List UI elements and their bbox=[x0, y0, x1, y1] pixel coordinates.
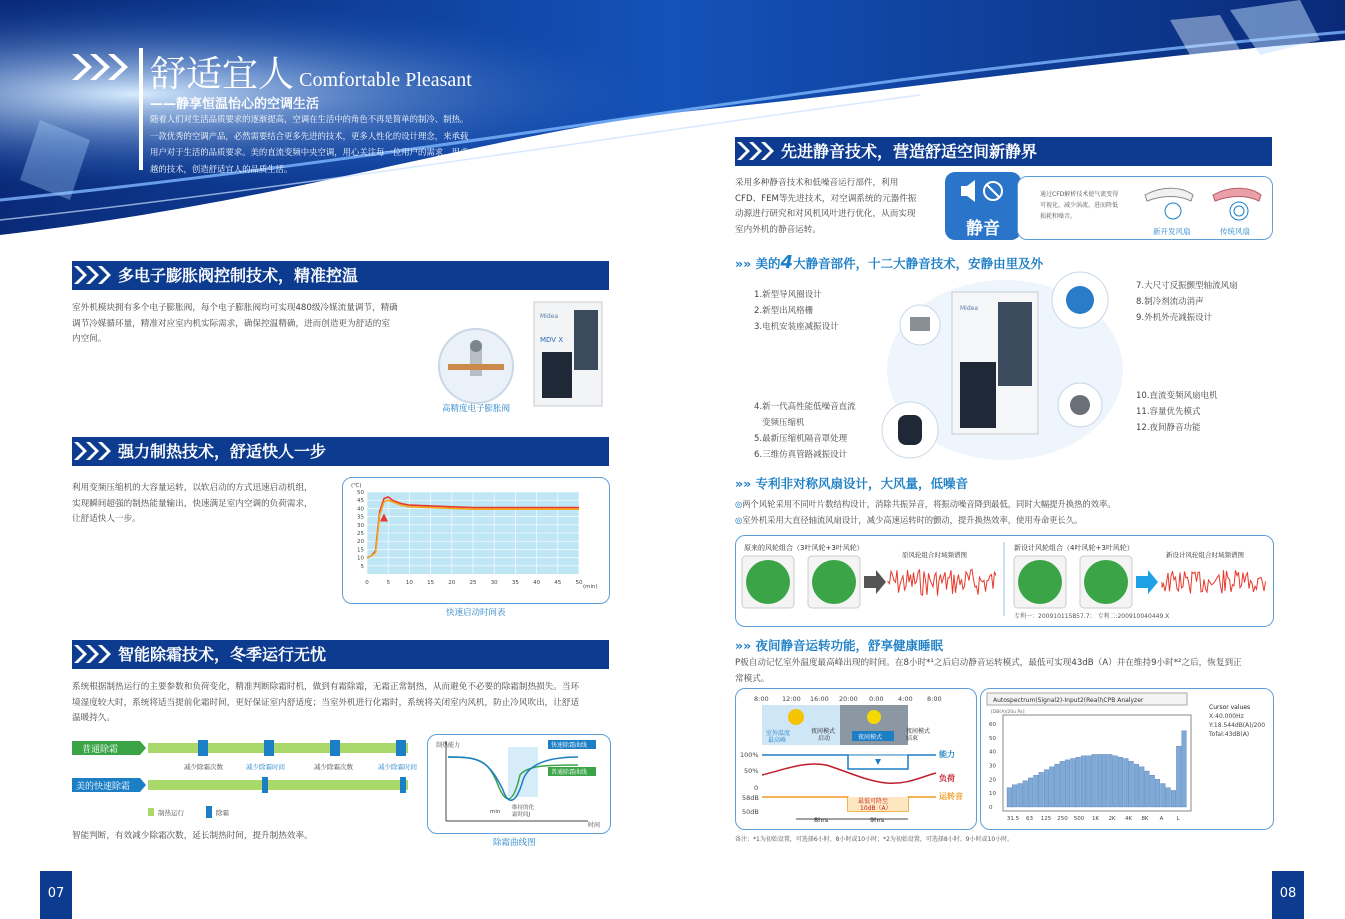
x-tick-label: 45 bbox=[554, 580, 562, 586]
spectrum-bar bbox=[1071, 759, 1076, 808]
subhead-pre: 美的 bbox=[755, 256, 781, 271]
x-tick-label: 250 bbox=[1057, 816, 1068, 822]
heating-body-line: 让舒适快人一步。 bbox=[72, 514, 141, 524]
subhead-arrows-icon: »» bbox=[735, 476, 756, 491]
old-spectrum-label: 原风轮组合时域频谱图 bbox=[902, 551, 967, 559]
outdoor-unit-image bbox=[528, 300, 608, 410]
fan-3-blade-icon bbox=[1084, 560, 1128, 604]
parts-list-d bbox=[1136, 388, 1218, 436]
fan-new-label: 新开发风扇 bbox=[1153, 227, 1191, 236]
fan-3-blade-icon bbox=[746, 560, 790, 604]
spectrum-bar bbox=[1155, 779, 1160, 807]
old-combo-label: 原来的风轮组合（3叶风轮+3叶风轮） bbox=[744, 544, 864, 552]
defrost-body-line: 境湿度较大时，系统将适当提前化霜时间，更好保证室内舒适度；当室外机进行化霜时，系统将关闭室内风机，防止冷风吹出，让舒适 bbox=[72, 697, 580, 708]
y-tick-label: 50 bbox=[357, 490, 364, 496]
hero-title bbox=[150, 46, 472, 97]
y-label: 50dB bbox=[742, 808, 759, 816]
y-tick-label: 25 bbox=[357, 531, 364, 537]
x-tick-label: 63 bbox=[1026, 816, 1033, 822]
arrow-right-icon bbox=[864, 570, 886, 594]
asym-bullets bbox=[735, 497, 1116, 528]
motor-mount-icon bbox=[910, 317, 930, 331]
x-tick-label: 1K bbox=[1091, 816, 1100, 822]
x-tick-label: 15 bbox=[427, 580, 435, 586]
noise-spectrum-chart bbox=[981, 689, 1273, 829]
defrost-curve-box bbox=[427, 734, 611, 834]
hero-title-en: Comfortable Pleasant bbox=[299, 69, 472, 91]
night-footnote: 备注：*1为初始设置，可选择6小时、8小时或10小时；*2为初始设置，可选择8小时、9小时或10小时。 bbox=[735, 836, 1014, 843]
x-tick-label: 5 bbox=[386, 580, 390, 586]
hrs8-label: 8hrs bbox=[814, 816, 829, 824]
y-tick-label: 15 bbox=[357, 547, 364, 554]
y-tick-label: 20 bbox=[989, 777, 996, 784]
subhead-arrows-icon: »» bbox=[735, 638, 756, 653]
time-label: 8:00 bbox=[927, 695, 942, 703]
y-label: 50% bbox=[744, 767, 759, 775]
fan-comparison-box bbox=[735, 535, 1274, 627]
spectrum-bar bbox=[1044, 770, 1049, 807]
noise-spectrum-box bbox=[980, 688, 1274, 830]
parts-item: 9.外机外壳减振设计 bbox=[1136, 313, 1213, 323]
silent-components-illustration bbox=[880, 270, 1130, 465]
night-start: 启动 bbox=[818, 735, 831, 742]
spectrum-bar bbox=[1028, 778, 1033, 807]
y-tick-label: 45 bbox=[357, 498, 364, 505]
reduce-label: 最低可降至 bbox=[858, 798, 889, 805]
exv-valve-image bbox=[438, 328, 514, 404]
x-tick-label: 8K bbox=[1141, 816, 1149, 822]
cursor-line: Tofal:43dB(A) bbox=[1209, 731, 1250, 738]
cursor-line: Y:18.544dB(A)/200 bbox=[1209, 722, 1266, 729]
spectrum-bar bbox=[1102, 754, 1107, 807]
row1-label: 普通除霜 bbox=[82, 745, 119, 755]
curve-note: 维持的化 bbox=[512, 805, 535, 811]
spectrum-bar bbox=[1049, 767, 1054, 807]
heating-startup-chart bbox=[343, 478, 609, 603]
defrost-body-line: 系统根据制热运行的主要参数和负荷变化，精准判断除霜时机，做到有霜除霜，无霜正常制热，从而避免不必要的除霜制热损失。当环 bbox=[72, 682, 580, 692]
exv-body-line: 室外机模块拥有多个电子膨胀阀，每个电子膨胀阀均可实现480级冷媒流量调节，精确 bbox=[72, 303, 398, 313]
hero-intro-line: 越的技术，创造舒适宜人的品质生活。 bbox=[150, 163, 293, 174]
silence-badge bbox=[945, 172, 1021, 240]
cfd-line: 可视化，减少涡流，进而降低 bbox=[1040, 202, 1119, 209]
silence-body-line: 动源进行研究和对风机风叶进行优化，从而实现 bbox=[735, 209, 916, 219]
capacity-label: 能力 bbox=[939, 750, 955, 759]
parts-item: 11.容量优先模式 bbox=[1136, 407, 1201, 417]
moon-icon bbox=[867, 710, 881, 724]
spectrum-bar bbox=[1060, 761, 1065, 807]
hrs9-label: 9hrs bbox=[870, 816, 885, 824]
spectrum-bar bbox=[1166, 788, 1171, 807]
y-tick-label: 50 bbox=[989, 735, 996, 742]
subhead-title: 夜间静音运转功能，舒享健康睡眠 bbox=[755, 638, 944, 653]
noise-label: 运转音 bbox=[939, 792, 963, 801]
cfd-line: 通过CFD解析技术使气流变得 bbox=[1040, 191, 1119, 198]
exv-caption: 高精度电子膨胀阀 bbox=[442, 404, 511, 414]
hero-intro bbox=[150, 111, 468, 177]
silence-body bbox=[735, 176, 935, 238]
defrost-body bbox=[72, 680, 612, 727]
spectrum-bar bbox=[1092, 754, 1097, 807]
y-label: 0 bbox=[754, 784, 759, 792]
y-tick-label: 40 bbox=[357, 506, 364, 513]
curve-x-label: 时间 bbox=[588, 822, 601, 829]
y-tick-label: 30 bbox=[989, 763, 996, 770]
parts-item: 10.直流变频风扇电机 bbox=[1136, 391, 1218, 401]
old-spectrum bbox=[888, 569, 996, 595]
section-header-heating bbox=[72, 437, 609, 466]
cfd-box bbox=[1017, 176, 1273, 240]
x-tick-label: 2K bbox=[1108, 816, 1116, 822]
heating-body bbox=[72, 481, 342, 528]
asym-bullet-text: 室外机采用大直径轴流风扇设计，减少高速运转时的颤动，提升换热效率，使用寿命更长久。 bbox=[742, 514, 1083, 525]
section-title: 多电子膨胀阀控制技术，精准控温 bbox=[118, 266, 359, 285]
curve-min: min bbox=[490, 809, 501, 815]
asym-bullet: ◎两个风轮采用不同叶片数结构设计，消除共振异音，将振动噪音降到最低，同时大幅提升换热的效率。 bbox=[735, 499, 1116, 509]
row1-note: 减少除霜时间 bbox=[246, 763, 285, 771]
fan-blade-icon bbox=[1066, 286, 1094, 314]
asym-bullet: ◎室外机采用大直径轴流风扇设计，减少高速运转时的颤动，提升换热效率，使用寿命更长久。 bbox=[735, 514, 1083, 525]
exv-body bbox=[72, 301, 422, 348]
silence-body-line: 采用多种静音技术和低噪音运行部件，利用 bbox=[735, 178, 899, 188]
cursor-line: X:40.000Hz bbox=[1209, 713, 1244, 720]
night-body-line: P板自动记忆室外温度最高峰出现的时间。在8小时*¹之后启动静音运转模式，最低可实现43dB（A）并在维持9小时*²之后，恢复到正 bbox=[735, 658, 1242, 668]
fan-3-blade-icon bbox=[812, 560, 856, 604]
hero-intro-line: 用户对于生活的品质要求。美的直流变频中央空调，用心关注每一位用户的需求，用卓 bbox=[150, 147, 469, 157]
y-tick-label: 35 bbox=[357, 514, 364, 521]
peak-label: 室外温度 bbox=[766, 730, 791, 737]
analyzer-unit: [DB(A)/20u Pa] bbox=[991, 710, 1025, 715]
hero-intro-line: 一款优秀的空调产品，必然需要结合更多先进的技术，更多人性化的设计理念，来承载 bbox=[150, 130, 469, 141]
spectrum-bar bbox=[1055, 764, 1060, 807]
cursor-title: Cursor values bbox=[1209, 704, 1251, 711]
night-body bbox=[735, 656, 1242, 687]
y-tick-label: 40 bbox=[989, 749, 996, 756]
spectrum-bar bbox=[1012, 785, 1017, 807]
subhead-asym-fan bbox=[735, 474, 968, 492]
section-arrows-icon bbox=[74, 643, 114, 665]
section-arrows-icon bbox=[74, 264, 114, 286]
x-tick-label: 31.5 bbox=[1006, 816, 1020, 822]
arrow-right-icon bbox=[1136, 570, 1158, 594]
time-label: 4:00 bbox=[898, 695, 913, 703]
cfd-text bbox=[1040, 189, 1118, 222]
defrost-curve-caption: 除霜曲线图 bbox=[493, 838, 536, 848]
section-title: 强力制热技术，舒适快人一步 bbox=[118, 442, 327, 461]
section-header-exv bbox=[72, 261, 609, 290]
y-label: 58dB bbox=[742, 794, 759, 802]
subhead-num: 4 bbox=[780, 252, 794, 273]
subhead-night-mode bbox=[735, 636, 943, 654]
parts-item: 6.三维仿真管路减振设计 bbox=[754, 450, 848, 460]
parts-item: 5.最新压缩机隔音罩处理 bbox=[754, 434, 848, 444]
patent-text: 专利一：200910115857.7； 专利二:200910040449.X bbox=[1014, 613, 1170, 620]
legend-heat: 制热运行 bbox=[158, 809, 184, 817]
y-tick-label: 60 bbox=[989, 721, 996, 728]
night-body-line: 常模式。 bbox=[735, 673, 770, 684]
spectrum-bar bbox=[1023, 781, 1028, 807]
hero-title-cn: 舒适宜人 bbox=[150, 54, 295, 95]
cfd-line: 损耗和噪音。 bbox=[1040, 213, 1077, 220]
y-tick-label: 5 bbox=[360, 563, 364, 570]
x-tick-label: 35 bbox=[511, 580, 519, 586]
y-unit: (℃) bbox=[351, 483, 362, 489]
spectrum-bar bbox=[1171, 790, 1176, 807]
spectrum-bar bbox=[1097, 754, 1102, 807]
spectrum-bar bbox=[1076, 757, 1081, 807]
x-tick-label: 4K bbox=[1124, 816, 1133, 822]
fan-4-blade-icon bbox=[1018, 560, 1062, 604]
analyzer-title: Autospectrum(Signal2)-Input2(Real)\CPB Analyzer bbox=[993, 697, 1144, 704]
section-title: 先进静音技术，营造舒适空间新静界 bbox=[781, 142, 1038, 161]
curve-normal: 普通除霜曲线 bbox=[551, 769, 588, 776]
subhead-title: 专利非对称风扇设计，大风量，低噪音 bbox=[755, 476, 969, 491]
y-tick-label: 30 bbox=[357, 522, 364, 529]
exv-body-line: 调节冷媒循环量，精准对应室内机实际需求，确保控温精确，进而创造更为舒适的室 bbox=[72, 318, 390, 329]
y-tick-label: 10 bbox=[357, 555, 364, 562]
asym-bullet-text: 两个风轮采用不同叶片数结构设计，消除共振异音，将振动噪音降到最低，同时大幅提升换热的效率。 bbox=[742, 499, 1116, 509]
defrost-footer: 智能判断，有效减少除霜次数，延长制热时间，提升制热效率。 bbox=[72, 831, 313, 841]
x-tick-label: 50 bbox=[575, 580, 583, 586]
y-tick-label: 20 bbox=[357, 539, 364, 546]
new-spectrum-label: 新设计风轮组合时域频谱图 bbox=[1166, 551, 1244, 559]
time-label: 12:00 bbox=[782, 695, 801, 703]
y-tick-label: 0 bbox=[989, 805, 993, 811]
time-label: 20:00 bbox=[839, 695, 858, 703]
spectrum-bar bbox=[1034, 775, 1039, 807]
parts-item: 8.制冷剂流动消声 bbox=[1136, 297, 1204, 307]
peak-label: 最高峰 bbox=[768, 737, 787, 744]
spectrum-bar bbox=[1182, 731, 1187, 807]
parts-list-c bbox=[1136, 278, 1238, 326]
page-number-left: 07 bbox=[40, 871, 72, 919]
hero-intro-line: 随着人们对生活品质要求的逐渐提高，空调在生活中的角色不再是简单的制冷、制热。 bbox=[150, 114, 469, 124]
parts-item: 2.新型出风格栅 bbox=[754, 306, 814, 316]
spectrum-bar bbox=[1145, 771, 1150, 807]
subhead-arrows-icon: »» bbox=[735, 256, 756, 271]
spectrum-bar bbox=[1176, 746, 1181, 807]
y-label: 100% bbox=[740, 751, 759, 759]
heating-body-line: 实现瞬间超强的制热能量输出，快速满足室内空调的负荷需求， bbox=[72, 498, 313, 509]
row1-note: 减少除霜次数 bbox=[314, 763, 353, 771]
fan-blade-comparison-icon bbox=[1143, 181, 1263, 225]
x-unit: (min) bbox=[583, 584, 598, 590]
parts-list-a bbox=[754, 287, 839, 335]
x-tick-label: 25 bbox=[469, 580, 477, 586]
spectrum-bar bbox=[1018, 784, 1023, 808]
night-mode-chart-box bbox=[735, 688, 977, 830]
curve-note: 霜时间J bbox=[512, 812, 531, 818]
exv-body-line: 内空间。 bbox=[72, 334, 107, 344]
x-tick-label: 125 bbox=[1040, 816, 1052, 822]
x-tick-label: 20 bbox=[448, 580, 456, 586]
x-tick-label: L bbox=[1176, 816, 1180, 822]
page-number-right: 08 bbox=[1272, 871, 1304, 919]
row1-note: 减少除霜时间 bbox=[378, 763, 417, 771]
section-header-silence bbox=[735, 137, 1272, 166]
night-end: 夜间模式 bbox=[906, 728, 931, 735]
spectrum-bar bbox=[1065, 760, 1070, 807]
spectrum-bar bbox=[1081, 756, 1086, 807]
hero-divider bbox=[139, 48, 143, 170]
spectrum-bar bbox=[1007, 788, 1012, 807]
parts-list-b bbox=[754, 399, 856, 463]
parts-item: 7.大尺寸反振颤型轴流风扇 bbox=[1136, 281, 1238, 291]
fan-old-label: 传统风扇 bbox=[1220, 227, 1250, 236]
defrost-body-line: 温暖持久。 bbox=[72, 713, 115, 723]
x-tick-label: 10 bbox=[405, 580, 413, 586]
heating-chart-caption: 快速启动时间表 bbox=[446, 608, 506, 618]
spectrum-bar bbox=[1129, 761, 1134, 807]
y-tick-label: 10 bbox=[989, 791, 996, 798]
mute-speaker-icon bbox=[945, 172, 1021, 210]
spectrum-bar bbox=[1139, 767, 1144, 807]
row2-label: 美的快速除霜 bbox=[76, 782, 131, 792]
silence-badge-label: 静音 bbox=[966, 219, 1000, 239]
subhead-post: 大静音部件，十二大静音技术，安静由里及外 bbox=[793, 256, 1044, 271]
silence-body-line: 室内外机的静音运转。 bbox=[735, 224, 821, 235]
fan-motor-icon bbox=[1070, 395, 1090, 415]
defrost-timeline bbox=[72, 735, 422, 825]
curve-y-label: 制热能力 bbox=[436, 742, 461, 749]
sun-icon bbox=[788, 709, 804, 725]
parts-item: 变频压缩机 bbox=[762, 418, 805, 428]
hero-arrows-icon bbox=[72, 50, 132, 84]
spectrum-bar bbox=[1118, 757, 1123, 807]
hero-subtitle: ——静享恒温怡心的空调生活 bbox=[150, 97, 320, 112]
x-tick-label: A bbox=[1159, 816, 1164, 822]
time-label: 0:00 bbox=[869, 695, 884, 703]
spectrum-bar bbox=[1108, 754, 1113, 807]
time-label: 8:00 bbox=[754, 695, 769, 703]
section-title: 智能除霜技术，冬季运行无忧 bbox=[118, 645, 327, 664]
legend-defrost: 除霜 bbox=[216, 809, 229, 817]
heating-body-line: 利用变频压缩机的大容量运转，以软启动的方式迅速启动机组， bbox=[72, 483, 313, 493]
section-arrows-icon bbox=[74, 440, 114, 462]
parts-item: 1.新型导风圈设计 bbox=[754, 290, 822, 300]
row1-note: 减少除霜次数 bbox=[184, 763, 223, 771]
load-label: 负荷 bbox=[939, 774, 955, 783]
time-label: 16:00 bbox=[810, 695, 829, 703]
spectrum-bar bbox=[1113, 756, 1118, 807]
spectrum-bar bbox=[1134, 764, 1139, 807]
night-end: 结束 bbox=[906, 735, 919, 742]
section-arrows-icon bbox=[737, 140, 777, 162]
heating-chart-box bbox=[342, 477, 610, 604]
new-spectrum bbox=[1162, 570, 1266, 593]
unit-label: MDV X bbox=[540, 336, 564, 344]
parts-item: 4.新一代高性能低噪音直流 bbox=[754, 402, 856, 412]
unit-brand: Midea bbox=[960, 305, 979, 312]
x-tick-label: 0 bbox=[365, 580, 369, 586]
spectrum-bar bbox=[1161, 784, 1166, 808]
curve-fast: 快速除霜曲线 bbox=[551, 742, 588, 749]
reduce-label: 10dB（A） bbox=[860, 805, 892, 812]
x-tick-label: 30 bbox=[490, 580, 498, 586]
parts-item: 3.电机安装座减振设计 bbox=[754, 322, 839, 332]
x-tick-label: 40 bbox=[533, 580, 541, 586]
section-header-defrost bbox=[72, 640, 609, 669]
x-tick-label: 500 bbox=[1073, 816, 1085, 822]
spectrum-bar bbox=[1150, 775, 1155, 807]
night-start: 夜间模式 bbox=[811, 728, 836, 735]
new-combo-label: 新设计风轮组合（4叶风轮+3叶风轮） bbox=[1014, 544, 1134, 552]
silence-body-line: CFD、FEM等先进技术，对空调系统的元器件振 bbox=[735, 193, 917, 204]
spectrum-bar bbox=[1039, 772, 1044, 807]
night-mode-label: 夜间模式 bbox=[858, 734, 883, 741]
compressor-icon bbox=[898, 415, 922, 445]
parts-item: 12.夜间静音功能 bbox=[1136, 423, 1201, 433]
unit-brand: Midea bbox=[540, 313, 559, 320]
spectrum-bar bbox=[1086, 756, 1091, 807]
spectrum-bar bbox=[1124, 759, 1129, 808]
